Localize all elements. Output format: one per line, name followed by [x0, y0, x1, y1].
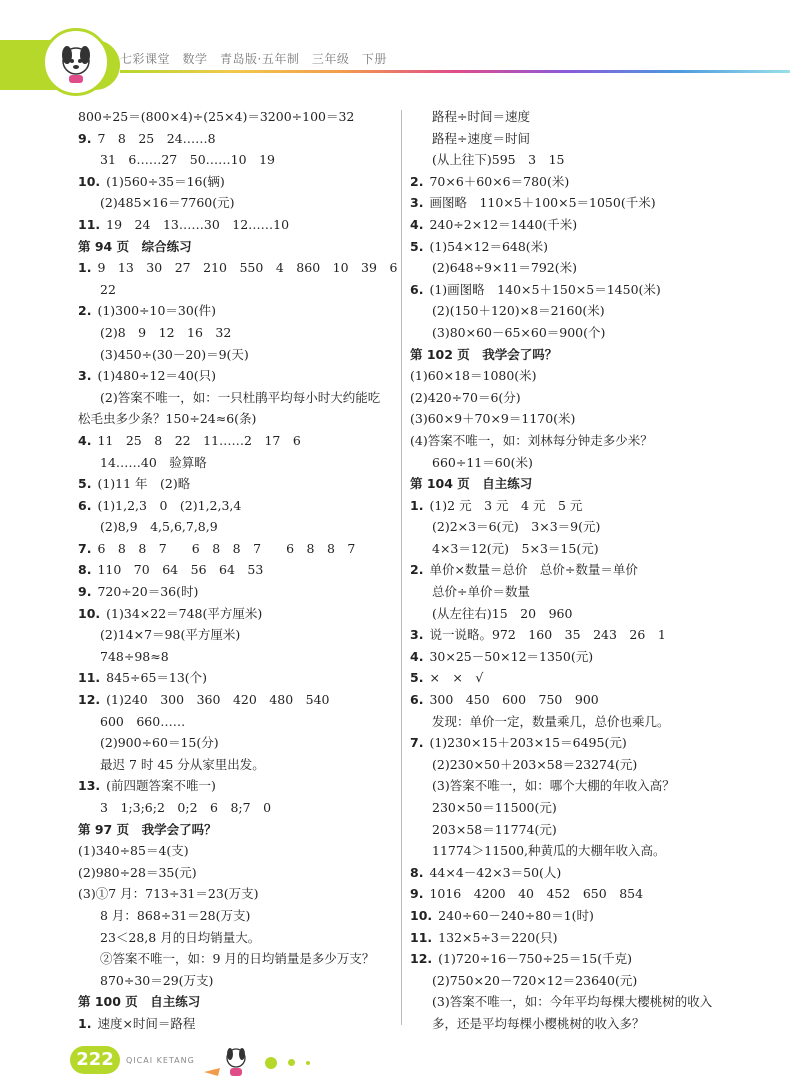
- answer-text: ②答案不唯一，如：9 月的日均销量是多少万支？: [100, 951, 375, 967]
- answer-text: (1)560÷35＝16(辆): [106, 173, 225, 189]
- answer-text: (1)画图略 140×5＋150×5＝1450(米): [429, 281, 661, 297]
- answer-text: 230×50＝11500(元): [432, 800, 557, 815]
- answer-line: [78, 344, 398, 366]
- answer-text: (2)750×20－720×12＝23640(元): [432, 972, 638, 988]
- answer-line: [78, 883, 398, 905]
- answer-line: [410, 171, 782, 193]
- answer-line: [78, 1013, 398, 1035]
- answer-line: [78, 322, 398, 344]
- answer-text: 720÷20＝36(时): [97, 584, 199, 600]
- answer-text: 路程÷时间＝速度: [432, 109, 530, 124]
- section-title: 第 97 页 我学会了吗？: [78, 821, 217, 837]
- answer-line: [78, 149, 398, 171]
- answer-line: [410, 883, 782, 905]
- question-number: 13.: [78, 778, 101, 794]
- answer-line: [410, 300, 782, 322]
- question-number: 10.: [78, 173, 101, 189]
- dot-medium-icon: [288, 1059, 295, 1066]
- answer-line: [78, 840, 398, 862]
- answer-line: [410, 667, 782, 689]
- section-heading: [78, 236, 398, 258]
- answer-text: 多，还是平均每棵小樱桃树的收入多？: [432, 1015, 645, 1031]
- answer-line: [78, 948, 398, 970]
- answer-text: 总价÷单价＝数量: [432, 584, 530, 600]
- footer-dots: [265, 1052, 316, 1071]
- question-number: 7.: [78, 540, 92, 556]
- header-rainbow-bar: [120, 70, 790, 73]
- answer-text: 870÷30＝29(万支): [100, 972, 214, 988]
- answer-line: [410, 603, 782, 625]
- answer-line: [410, 991, 782, 1013]
- dog-mascot-icon: [45, 31, 107, 93]
- answer-line: [410, 862, 782, 884]
- answer-text: 9 13 30 27 210 550 4 860 10 39 6: [97, 260, 398, 276]
- answer-text: 800÷25＝(800×4)÷(25×4)＝3200÷100＝32: [78, 109, 355, 124]
- answer-text: 1016 4200 40 452 650 854: [429, 886, 644, 902]
- answer-line: [78, 646, 398, 668]
- answer-text: 单价×数量＝总价 总价÷数量＝单价: [429, 562, 638, 578]
- column-divider: [401, 110, 402, 1025]
- footer-brand: QICAI KETANG: [126, 1056, 195, 1065]
- answer-line: [78, 905, 398, 927]
- answer-text: 748÷98≈8: [100, 648, 169, 664]
- footer-mascot-icon: [200, 1042, 260, 1082]
- question-number: 9.: [78, 130, 92, 146]
- answer-text: (1)11 年 (2)略: [97, 476, 191, 492]
- answer-text: (1)2 元 3 元 4 元 5 元: [429, 497, 583, 513]
- answer-text: 203×58＝11774(元): [432, 821, 557, 837]
- answer-line: [78, 970, 398, 992]
- question-number: 4.: [78, 432, 92, 448]
- answer-line: [410, 192, 782, 214]
- answer-text: (2)8 9 12 16 32: [100, 324, 232, 340]
- answer-text: (1)240 300 360 420 480 540: [106, 692, 330, 708]
- answer-line: [78, 214, 398, 236]
- answer-text: 11774＞11500,种黄瓜的大棚年收入高。: [432, 843, 666, 859]
- answer-line: [410, 754, 782, 776]
- answer-line: [410, 1013, 782, 1035]
- answer-text: 300 450 600 750 900: [429, 692, 599, 708]
- answer-text: 6 8 8 7 6 8 8 7 6 8 8 7: [97, 540, 356, 556]
- question-number: 3.: [410, 627, 424, 643]
- question-number: 3.: [410, 195, 424, 211]
- question-number: 11.: [410, 929, 433, 945]
- answer-text: (2)485×16＝7760(元): [100, 195, 235, 211]
- dot-large-icon: [265, 1057, 277, 1069]
- answer-line: [410, 646, 782, 668]
- answer-line: [78, 754, 398, 776]
- question-number: 2.: [410, 173, 424, 189]
- question-number: 6.: [410, 281, 424, 297]
- header-title: 七彩课堂 数学 青岛版·五年制 三年级 下册: [120, 52, 387, 66]
- question-number: 4.: [410, 648, 424, 664]
- answer-line: [78, 365, 398, 387]
- answer-column-right: [410, 106, 782, 1035]
- answer-text: 松毛虫多少条？150÷24≈6(条): [78, 411, 257, 427]
- answer-text: (1)720÷16－750÷25＝15(千克): [438, 951, 632, 967]
- section-heading: [78, 991, 398, 1013]
- answer-line: [410, 430, 782, 452]
- answer-line: [410, 948, 782, 970]
- answer-text: (2)答案不唯一，如：一只杜鹃平均每小时大约能吃: [100, 389, 381, 405]
- answer-line: [410, 387, 782, 409]
- answer-text: 660÷11＝60(米): [432, 454, 533, 470]
- mascot-logo: [42, 28, 110, 96]
- question-number: 11.: [78, 216, 101, 232]
- answer-text: (3)答案不唯一，如：哪个大棚的年收入高？: [432, 778, 675, 794]
- question-number: 5.: [78, 476, 92, 492]
- answer-line: [78, 408, 398, 430]
- answer-line: [410, 732, 782, 754]
- answer-text: 240÷60－240÷80＝1(时): [438, 907, 594, 923]
- answer-text: 画图略 110×5＋100×5＝1050(千米): [429, 195, 656, 211]
- answer-line: [410, 149, 782, 171]
- answer-line: [410, 624, 782, 646]
- answer-text: (2)900÷60＝15(分): [100, 735, 219, 751]
- answer-text: 600 660……: [100, 713, 186, 729]
- answer-text: 19 24 13……30 12……10: [106, 216, 290, 232]
- answer-line: [410, 775, 782, 797]
- answer-line: [410, 408, 782, 430]
- page-footer: [0, 1034, 800, 1084]
- answer-line: [78, 106, 398, 128]
- answer-line: [78, 732, 398, 754]
- question-number: 5.: [410, 238, 424, 254]
- answer-line: [78, 862, 398, 884]
- answer-text: 22: [100, 281, 116, 297]
- answer-line: [410, 905, 782, 927]
- answer-text: 845÷65＝13(个): [106, 670, 208, 686]
- answer-line: [78, 430, 398, 452]
- answer-line: [410, 322, 782, 344]
- answer-line: [410, 840, 782, 862]
- answer-line: [410, 970, 782, 992]
- answer-text: (1)1,2,3 0 (2)1,2,3,4: [97, 497, 242, 513]
- answer-text: 发现：单价一定，数量乘几，总价也乘几。: [432, 713, 670, 729]
- answer-text: (2)14×7＝98(平方厘米): [100, 627, 241, 643]
- answer-text: 4×3＝12(元) 5×3＝15(元): [432, 540, 599, 556]
- answer-line: [78, 624, 398, 646]
- question-number: 2.: [78, 303, 92, 319]
- answer-line: [78, 689, 398, 711]
- question-number: 1.: [78, 1015, 92, 1031]
- section-title: 第 102 页 我学会了吗？: [410, 346, 558, 362]
- answer-text: 31 6……27 50……10 19: [100, 152, 275, 168]
- question-number: 7.: [410, 735, 424, 751]
- page-header: [0, 0, 800, 110]
- answer-line: [78, 192, 398, 214]
- question-number: 10.: [410, 907, 433, 923]
- answer-text: (1)60×18＝1080(米): [410, 368, 537, 384]
- answer-line: [78, 495, 398, 517]
- answer-text: (3)①7 月：713÷31＝23(万支): [78, 886, 259, 902]
- answer-line: [410, 279, 782, 301]
- section-title: 第 104 页 自主练习: [410, 476, 533, 492]
- answer-text: (1)34×22＝748(平方厘米): [106, 605, 263, 621]
- question-number: 11.: [78, 670, 101, 686]
- answer-line: [410, 106, 782, 128]
- answer-line: [78, 711, 398, 733]
- dot-small-icon: [306, 1061, 310, 1065]
- question-number: 1.: [410, 497, 424, 513]
- answer-line: [410, 495, 782, 517]
- answer-line: [410, 581, 782, 603]
- answer-text: (2)980÷28＝35(元): [78, 864, 197, 880]
- answer-text: (2)648÷9×11＝792(米): [432, 260, 577, 276]
- question-number: 9.: [410, 886, 424, 902]
- answer-line: [410, 711, 782, 733]
- section-heading: [410, 344, 782, 366]
- answer-text: 8 月：868÷31＝28(万支): [100, 907, 251, 923]
- answer-line: [410, 128, 782, 150]
- answer-line: [410, 559, 782, 581]
- answer-text: (1)300÷10＝30(件): [97, 303, 217, 319]
- question-number: 2.: [410, 562, 424, 578]
- answer-line: [78, 927, 398, 949]
- question-number: 9.: [78, 584, 92, 600]
- answer-text: 路程÷速度＝时间: [432, 130, 530, 146]
- answer-line: [78, 581, 398, 603]
- answer-text: 速度×时间＝路程: [97, 1015, 196, 1031]
- answer-text: 说一说略。972 160 35 243 26 1: [429, 627, 666, 643]
- question-number: 8.: [78, 562, 92, 578]
- answer-line: [78, 171, 398, 193]
- answer-line: [78, 300, 398, 322]
- section-title: 第 100 页 自主练习: [78, 994, 201, 1010]
- question-number: 3.: [78, 368, 92, 384]
- answer-text: 70×6＋60×6＝780(米): [429, 173, 570, 189]
- question-number: 4.: [410, 216, 424, 232]
- section-heading: [410, 473, 782, 495]
- answer-text: 110 70 64 56 64 53: [97, 562, 264, 578]
- answer-text: 44×4－42×3＝50(人): [429, 864, 562, 880]
- answer-text: (3)答案不唯一，如：今年平均每棵大樱桃树的收入: [432, 994, 713, 1010]
- answer-text: (4)答案不唯一，如：刘林每分钟走多少米？: [410, 432, 653, 448]
- answer-line: [410, 689, 782, 711]
- question-number: 8.: [410, 864, 424, 880]
- page-number: 222: [70, 1046, 120, 1074]
- answer-line: [78, 257, 398, 279]
- answer-line: [410, 797, 782, 819]
- answer-text: (3)60×9＋70×9＝1170(米): [410, 411, 576, 427]
- answer-text: (从左往右)15 20 960: [432, 605, 573, 621]
- answer-text: (1)340÷85＝4(支): [78, 843, 189, 859]
- answer-line: [410, 257, 782, 279]
- answer-line: [410, 452, 782, 474]
- answer-line: [78, 516, 398, 538]
- answer-line: [410, 516, 782, 538]
- answer-text: (2)2×3＝6(元) 3×3＝9(元): [432, 519, 601, 535]
- answer-line: [410, 365, 782, 387]
- section-title: 第 94 页 综合练习: [78, 238, 192, 254]
- answer-line: [410, 819, 782, 841]
- question-number: 12.: [410, 951, 433, 967]
- answer-line: [78, 797, 398, 819]
- answer-line: [78, 538, 398, 560]
- answer-text: (2)420÷70＝6(分): [410, 389, 521, 405]
- answer-text: (3)80×60－65×60＝900(个): [432, 324, 606, 340]
- answer-text: 11 25 8 22 11……2 17 6: [97, 432, 301, 448]
- answer-text: (1)480÷12＝40(只): [97, 368, 217, 384]
- answer-line: [410, 927, 782, 949]
- question-number: 10.: [78, 605, 101, 621]
- answer-text: (2)230×50＋203×58＝23274(元): [432, 756, 638, 772]
- answer-text: 3 1;3;6;2 0;2 6 8;7 0: [100, 800, 272, 815]
- answer-line: [78, 775, 398, 797]
- answer-text: (2)8,9 4,5,6,7,8,9: [100, 519, 218, 535]
- answer-text: 132×5÷3＝220(只): [438, 929, 558, 945]
- answer-text: (1)230×15＋203×15＝6495(元): [429, 735, 627, 751]
- answer-text: 7 8 25 24……8: [97, 130, 216, 146]
- answer-line: [78, 387, 398, 409]
- answer-line: [78, 603, 398, 625]
- answer-text: 14……40 验算略: [100, 454, 207, 470]
- answer-line: [410, 236, 782, 258]
- answer-text: × × √: [429, 670, 484, 686]
- section-heading: [78, 819, 398, 841]
- answer-text: (从上往下)595 3 15: [432, 152, 565, 168]
- question-number: 6.: [78, 497, 92, 513]
- answer-text: (1)54×12＝648(米): [429, 238, 549, 254]
- answer-text: (2)(150＋120)×8＝2160(米): [432, 303, 605, 319]
- answer-line: [78, 279, 398, 301]
- answer-line: [410, 538, 782, 560]
- question-number: 6.: [410, 692, 424, 708]
- answer-line: [78, 667, 398, 689]
- answer-line: [78, 473, 398, 495]
- answer-text: 240÷2×12＝1440(千米): [429, 216, 578, 232]
- question-number: 1.: [78, 260, 92, 276]
- question-number: 12.: [78, 692, 101, 708]
- answer-column-left: [78, 106, 398, 1035]
- answer-line: [410, 214, 782, 236]
- answer-text: (前四题答案不唯一): [106, 778, 216, 794]
- answer-text: 30×25－50×12＝1350(元): [429, 648, 594, 664]
- answer-line: [78, 559, 398, 581]
- answer-line: [78, 452, 398, 474]
- answer-text: 23＜28,8 月的日均销量大。: [100, 929, 261, 945]
- question-number: 5.: [410, 670, 424, 686]
- answer-text: 最迟 7 时 45 分从家里出发。: [100, 756, 265, 772]
- answer-line: [78, 128, 398, 150]
- answer-text: (3)450÷(30－20)＝9(天): [100, 346, 249, 362]
